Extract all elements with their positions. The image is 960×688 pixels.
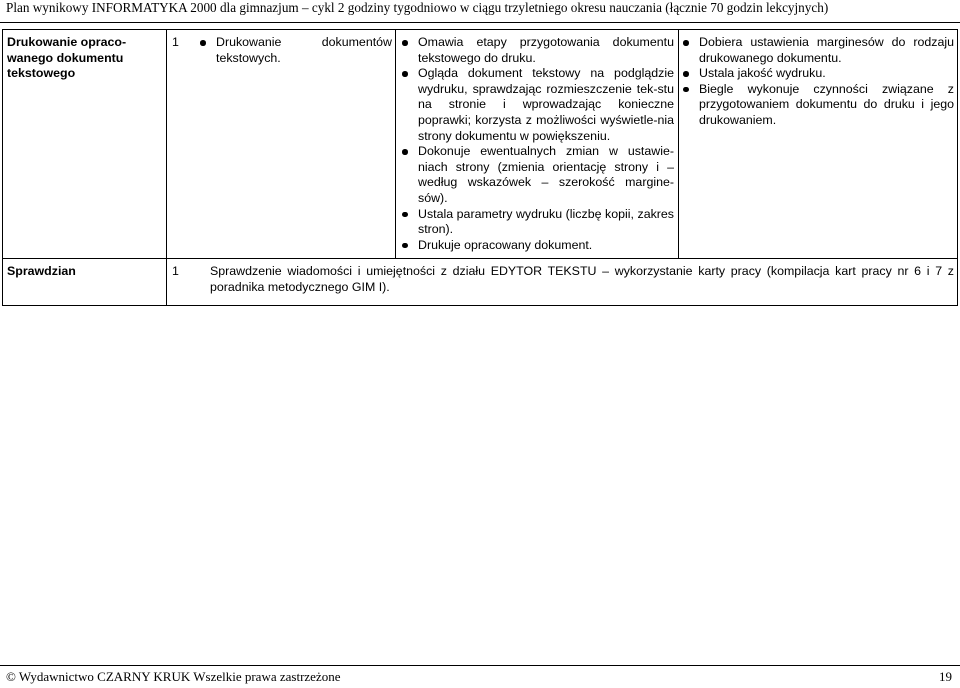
hours-count: 1 — [172, 264, 179, 278]
header-rule — [0, 22, 960, 23]
table-border-left — [2, 29, 3, 306]
lesson-cell — [172, 35, 392, 66]
section-title: Sprawdzian — [7, 264, 76, 278]
copyright-notice: © Wydawnictwo CZARNY KRUK Wszelkie prawa zastrzeżone — [6, 669, 341, 684]
section-title-line: Drukowanie opraco- — [7, 35, 127, 49]
basic-requirements — [398, 35, 674, 253]
page-number: 19 — [939, 669, 952, 684]
section-title-line: wanego dokumentu — [7, 50, 124, 65]
list-item: Ogląda dokument tekstowy na podglądzie wydruku, sprawdzając rozmieszczenie tek-stu na stronie i wprowadzając konieczne poprawki; korzysta z możliwości wyświetle-nia strony dokumentu w powiększeniu. — [398, 66, 674, 144]
footer-rule — [0, 665, 960, 666]
list-item: Drukuje opracowany dokument. — [398, 238, 674, 254]
list-item: Ustala parametry wydruku (liczbę kopii, zakres stron). — [398, 207, 674, 238]
table-border-bottom — [2, 305, 958, 306]
table-border-right — [957, 29, 958, 306]
extended-requirements — [679, 35, 954, 129]
column-divider-topic — [395, 29, 396, 259]
list-item: Ustala jakość wydruku. — [679, 66, 954, 82]
list-item: Omawia etapy przygotowania dokumentu tekstowego do druku. — [398, 35, 674, 66]
topic-item — [196, 35, 392, 66]
hours-count: 1 — [172, 35, 179, 49]
section-title-line: tekstowego — [7, 66, 76, 81]
column-divider-section — [166, 29, 167, 306]
table-border-top — [2, 29, 958, 30]
topic-word: Drukowanie — [216, 35, 282, 49]
document-header: Plan wynikowy INFORMATYKA 2000 dla gimnazjum – cykl 2 godziny tygodniowo w ciągu trzyletniego okresu nauczania (łącznie 70 godzin lekcyjnych) — [6, 0, 829, 15]
topic-word: dokumentów — [321, 35, 392, 49]
list-item: Dobiera ustawienia marginesów do rodzaju drukowanego dokumentu. — [679, 35, 954, 66]
topic-line: tekstowych. — [216, 50, 281, 65]
section-title — [7, 35, 162, 82]
topic-list — [196, 35, 392, 66]
row-divider — [2, 258, 958, 259]
list-item: Biegle wykonuje czynności związane z przygotowaniem dokumentu do druku i jego drukowaniem. — [679, 82, 954, 129]
test-description: Sprawdzenie wiadomości i umiejętności z działu EDYTOR TEKSTU – wykorzystanie karty pracy (kompilacja kart pracy nr 6 i 7 z poradnika metodycznego GIM I). — [210, 264, 954, 294]
list-item: Dokonuje ewentualnych zmian w ustawie-niach strony (zmienia orientację strony i – według wskazówek – szerokość margine-sów). — [398, 144, 674, 206]
